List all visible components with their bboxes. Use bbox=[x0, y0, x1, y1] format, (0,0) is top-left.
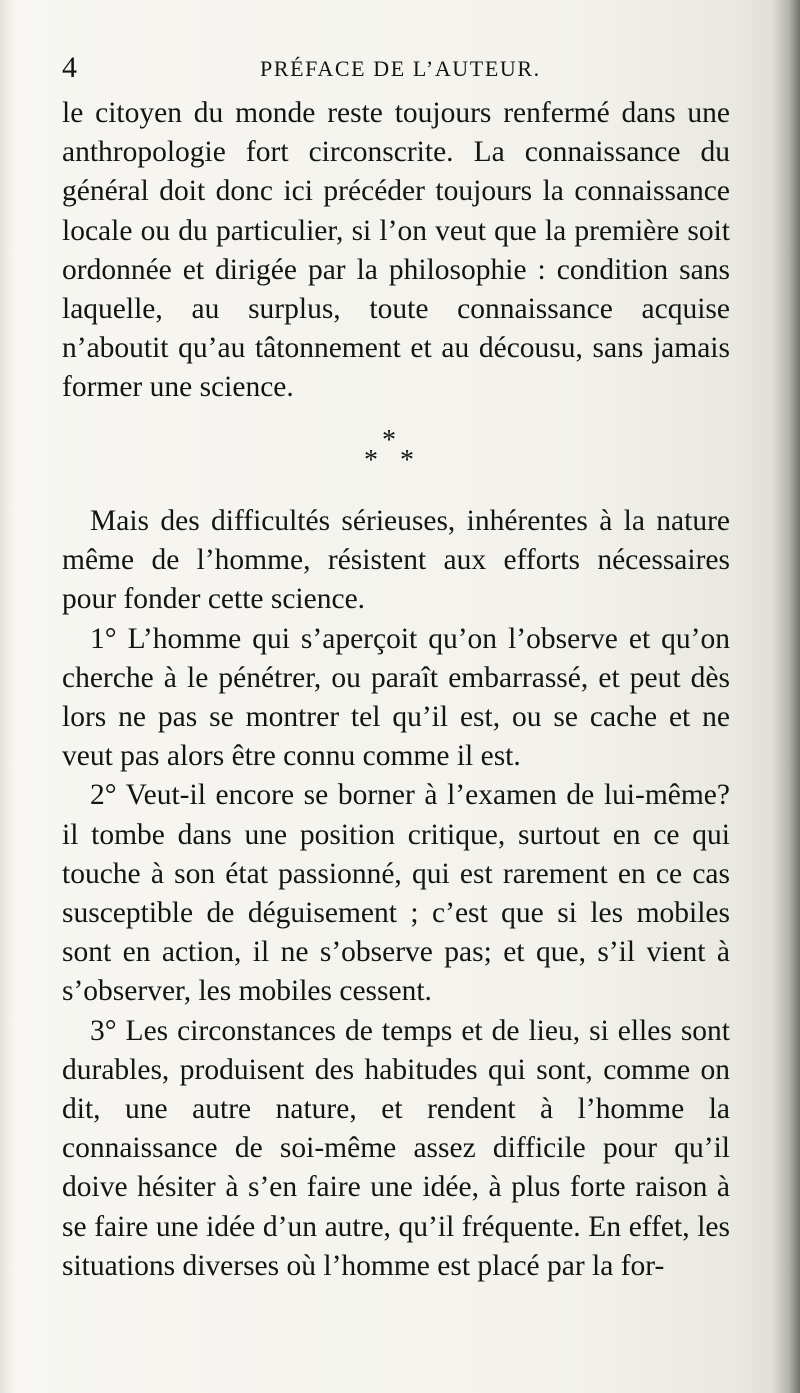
section-body bbox=[62, 502, 730, 1286]
page-number: 4 bbox=[62, 51, 77, 84]
separator-star: * bbox=[400, 445, 414, 476]
separator-star: * bbox=[382, 425, 396, 456]
page-edge-shadow bbox=[772, 0, 800, 1393]
paragraph-intro: Mais des difficultés sérieuses, inhérentes à la nature même de l’homme, résistent aux efforts nécessaires pour fonder cette science. bbox=[62, 505, 730, 616]
paragraph-continued bbox=[62, 94, 730, 408]
page-left-edge bbox=[0, 0, 14, 1393]
paragraph-point-1: 1° L’homme qui s’aperçoit qu’on l’observe et qu’on cherche à le pénétrer, ou paraît embarrassé, et peut dès lors ne pas se montrer tel qu’il est, ou se cache et ne veut pas alors être connu comme il est. bbox=[62, 622, 730, 773]
page-header bbox=[62, 48, 730, 92]
section-separator-asterism bbox=[356, 427, 426, 477]
running-head: PRÉFACE DE L’AUTEUR. bbox=[260, 56, 541, 81]
paragraph-point-3: 3° Les circonstances de temps et de lieu, si elles sont durables, produisent des habitudes qui sont, comme on dit, une autre nature, et rendent à l’homme la connaissance de soi-même assez difficile pour qu’il doive hésiter à s’en faire une idée, à plus forte raison à se faire une idée d’un autre, qu’il fréquente. En effet, les situations diverses où l’homme est placé par la for- bbox=[62, 1014, 730, 1282]
paragraph-point-2: 2° Veut-il encore se borner à l’examen de lui-même? il tombe dans une position critique, surtout en ce qui touche à son état passionné, qui est rarement en ce cas susceptible de déguisement ; c’est que si les mobiles sont en action, il ne s’observe pas; et que, s’il vient à s’observer, les mobiles cessent. bbox=[62, 779, 730, 1008]
separator-star: * bbox=[364, 445, 378, 476]
paragraph-text: le citoyen du monde reste toujours renfermé dans une anthropologie fort circonscrite. La connaissance du général doit donc ici précéder toujours la connaissance locale ou du particulier, si l’on veut que la première soit ordonnée et dirigée par la philosophie : condition sans laquelle, au surplus, toute connaissance acquise n’aboutit qu’au tâtonnement et au décousu, sans jamais former une science. bbox=[62, 97, 730, 404]
